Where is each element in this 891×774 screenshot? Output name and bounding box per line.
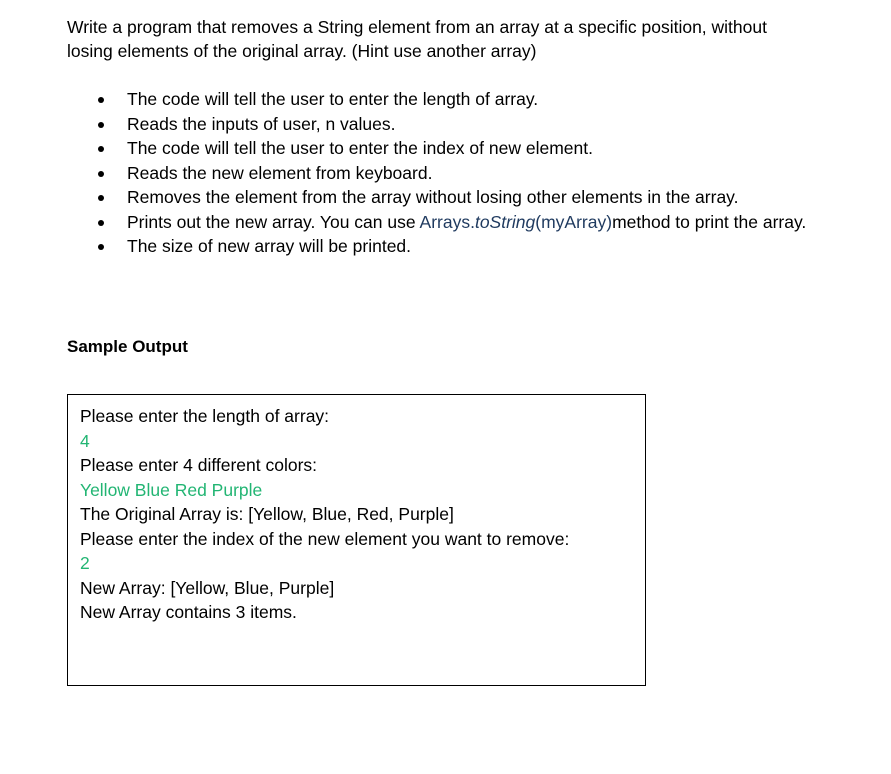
- requirement-item: [67, 234, 867, 259]
- output-line: The Original Array is: [Yellow, Blue, Red, Purple]: [80, 504, 454, 524]
- output-line: Please enter the index of the new element you want to remove:: [80, 528, 570, 549]
- method-class: Arrays.: [419, 211, 475, 232]
- method-reference: [420, 212, 613, 232]
- method-argument: (myArray): [535, 211, 613, 232]
- bullet-icon: [98, 171, 104, 177]
- method-name: toString: [474, 211, 536, 232]
- output-line: New Array contains 3 items.: [80, 602, 297, 622]
- bullet-icon: [98, 195, 104, 201]
- requirement-item: [67, 87, 867, 112]
- requirement-item: [67, 161, 867, 186]
- requirement-text-prefix: Prints out the new array. You can use: [127, 211, 420, 232]
- requirement-item: [67, 136, 867, 161]
- bullet-icon: [98, 244, 104, 250]
- requirement-item: [67, 210, 867, 235]
- requirement-item: [67, 185, 867, 210]
- bullet-icon: [98, 97, 104, 103]
- bullet-icon: [98, 122, 104, 128]
- user-input-line: 4: [80, 430, 90, 451]
- output-line: Please enter the length of array:: [80, 406, 330, 426]
- output-line: New Array: [Yellow, Blue, Purple]: [80, 577, 335, 598]
- requirement-text-suffix: method to print the array.: [612, 211, 807, 232]
- requirement-text: Removes the element from the array without losing other elements in the array.: [127, 187, 739, 207]
- requirement-text: The size of new array will be printed.: [127, 236, 412, 256]
- bullet-icon: [98, 220, 104, 226]
- sample-output-heading: Sample Output: [67, 337, 188, 356]
- assignment-description: [67, 15, 857, 63]
- description-line-2: losing elements of the original array. (Hint use another array): [67, 41, 537, 61]
- sample-output-box: [67, 394, 646, 686]
- description-line-1: Write a program that removes a String element from an array at a specific position, without: [67, 17, 767, 37]
- requirements-list: [67, 87, 867, 259]
- requirement-text: The code will tell the user to enter the index of new element.: [127, 138, 593, 158]
- user-input-line: 2: [80, 553, 90, 573]
- requirement-text: The code will tell the user to enter the length of array.: [127, 89, 539, 109]
- requirement-text: Reads the inputs of user, n values.: [127, 113, 396, 134]
- user-input-line: Yellow Blue Red Purple: [80, 479, 263, 500]
- requirement-item: [67, 112, 867, 137]
- requirement-text: Reads the new element from keyboard.: [127, 162, 433, 183]
- bullet-icon: [98, 146, 104, 152]
- output-line: Please enter 4 different colors:: [80, 455, 318, 475]
